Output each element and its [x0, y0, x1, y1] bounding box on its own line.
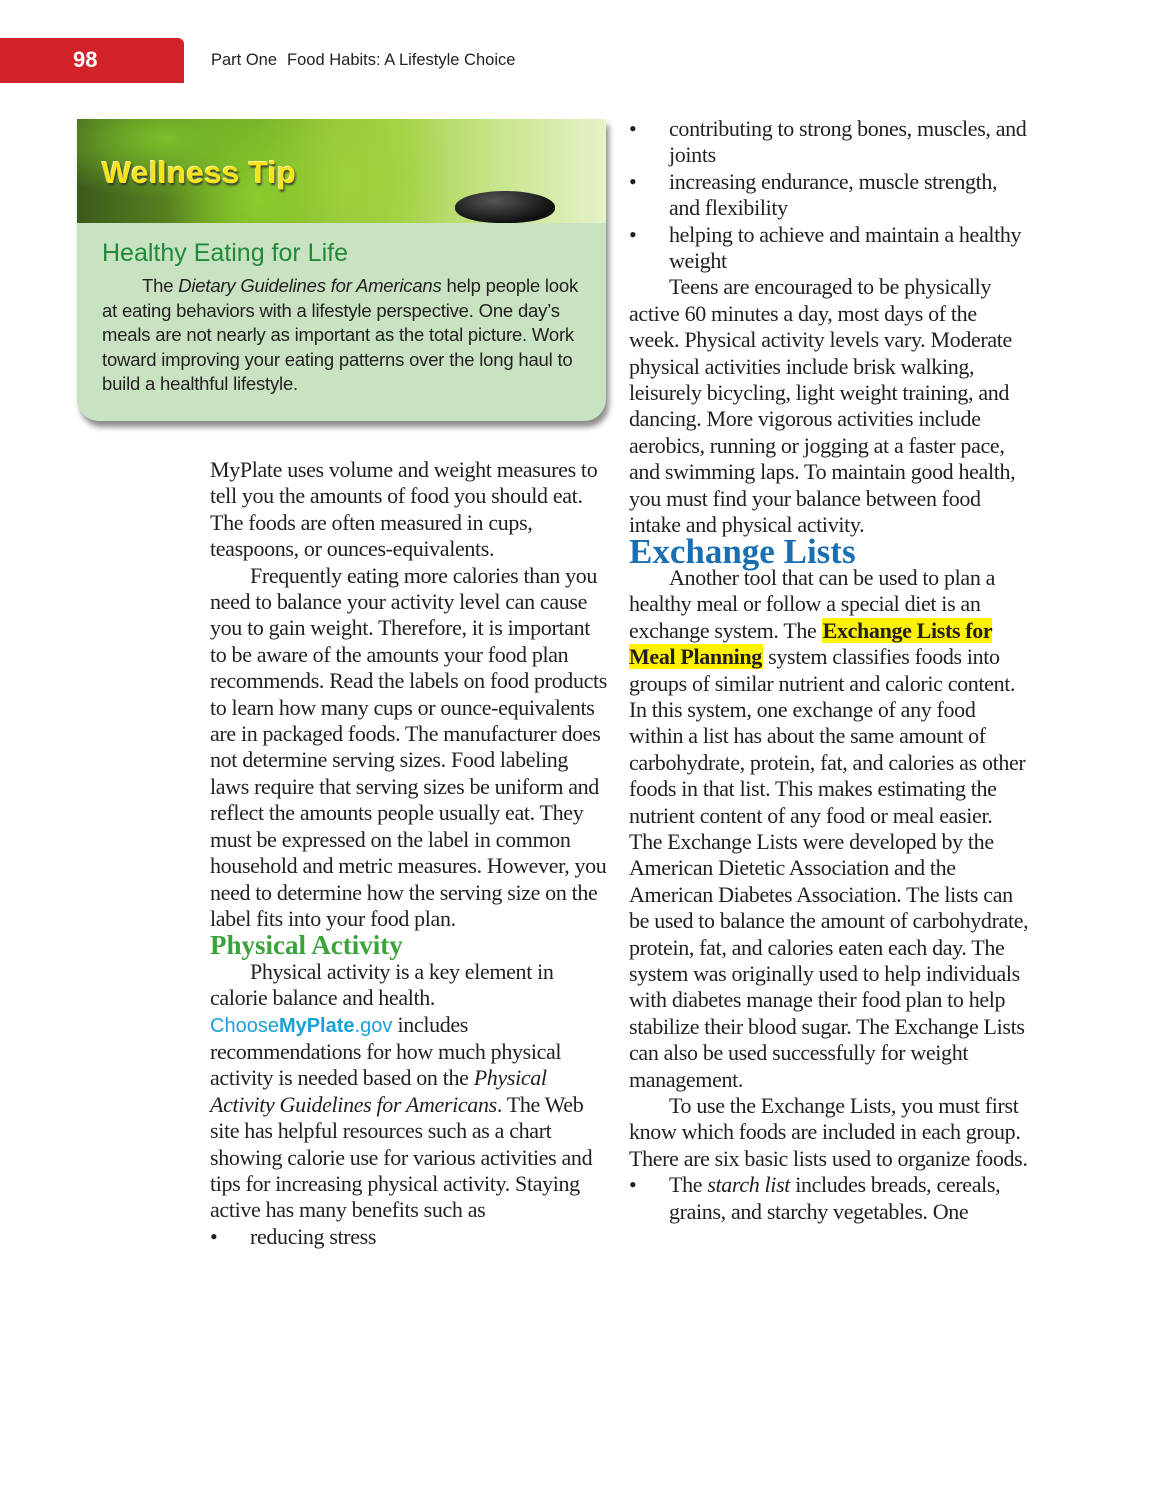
list-item: • The starch list includes breads, cereals, grains, and starchy vegetables. One — [629, 1172, 1029, 1225]
exchange-lists-list — [629, 1172, 1029, 1225]
wellness-tip-title: Wellness Tip — [102, 155, 297, 190]
benefits-list — [210, 1224, 610, 1250]
section-heading-physical-activity: Physical Activity — [210, 930, 403, 961]
text: The — [142, 275, 179, 296]
paragraph: Frequently eating more calories than you need to balance your activity level can cause you to gain weight. Therefore, it is important to be aware of the amounts your food plan recommends. Read the labels on food products to learn how many cups or ounce-equivalents are in packaged foods. The manufacturer does not determine serving sizes. Food labeling laws require that serving sizes be uniform and reflect the amounts people usually eat. They must be expressed on the label in common household and metric measures. However, you need to determine how the serving size on the label fits into your food plan. — [210, 562, 607, 931]
benefits-list-continued — [629, 116, 1029, 274]
chapter-title: Food Habits: A Lifestyle Choice — [287, 51, 516, 69]
section-heading-exchange-lists: Exchange Lists — [629, 531, 856, 571]
stone-image — [455, 191, 555, 223]
text: system classifies foods into groups of similar nutrient and caloric content. In this system, one exchange of any food within a list has about the same amount of carbohydrate, protein, fat, and calories as other foods in that list. This makes estimating the nutrient content of any food or meal easier. The Exchange Lists were developed by the American Dietetic Association and the American Diabetes Association. The lists can be used to balance the amount of carbohydrate, protein, fat, and calories eaten each day. The system was originally used to help individuals with diabetes manage their food plan to help stabilize their blood sugar. The Exchange Lists can also be used successfully for weight management. — [629, 644, 1029, 1092]
paragraph: MyPlate uses volume and weight measures to tell you the amounts of food you should eat. The foods are often measured in cups, teaspoons, or ounces-equivalents. — [210, 457, 598, 562]
leaf-banner-image — [77, 119, 606, 223]
paragraph: To use the Exchange Lists, you must first know which foods are included in each group. There are six basic lists used to organize foods. — [629, 1093, 1028, 1171]
text: Physical activity is a key element in calorie balance and health. — [210, 958, 554, 1011]
highlighted-term: Exchange Lists for Meal Planning — [629, 617, 993, 670]
right-column — [629, 116, 1029, 1225]
list-item: • increasing endurance, muscle strength, and flexibility — [629, 169, 1029, 222]
page-number-tab — [0, 38, 184, 83]
paragraph — [629, 565, 1029, 1093]
choosemyplate-link[interactable]: ChooseMyPlate.gov — [210, 1014, 393, 1037]
list-item: • helping to achieve and maintain a healthy weight — [629, 222, 1029, 275]
wellness-tip-box — [77, 119, 606, 421]
text: Another tool that can be used to plan a healthy meal or follow a special diet is an exchange system. The — [629, 564, 996, 643]
list-item: • contributing to strong bones, muscles, and joints — [629, 116, 1029, 169]
book-title: Physical Activity Guidelines for Americans — [210, 1065, 547, 1117]
paragraph: Teens are encouraged to be physically active 60 minutes a day, most days of the week. Physical activity levels vary. Moderate physical activities include brisk walking, leisurely bicycling, light weight training, and dancing. More vigorous activities include aerobics, running or jogging at a faster pace, and swimming laps. To maintain good health, you must find your balance between food intake and physical activity. — [629, 274, 1016, 538]
book-title: Dietary Guidelines for Americans — [178, 275, 442, 296]
part-label: Part One — [211, 51, 278, 69]
tip-heading: Healthy Eating for Life — [102, 239, 348, 267]
paragraph — [210, 959, 610, 1224]
text: help people look at eating behaviors with a lifestyle perspective. One day’s meals are not nearly as important as the total picture. Work toward improving your eating patterns over the long haul to build a healthful lifestyle. — [102, 275, 579, 395]
running-header — [211, 51, 515, 70]
tip-body — [102, 274, 592, 397]
left-column — [210, 457, 610, 1250]
list-item: • reducing stress — [210, 1224, 610, 1250]
text: includes recommendations for how much physical activity is needed based on the — [210, 1011, 562, 1091]
page-number: 98 — [73, 47, 98, 72]
text: . The Web site has helpful resources such as a chart showing calorie use for various activities and tips for increasing physical activity. Staying active has many benefits such as — [210, 1091, 593, 1223]
